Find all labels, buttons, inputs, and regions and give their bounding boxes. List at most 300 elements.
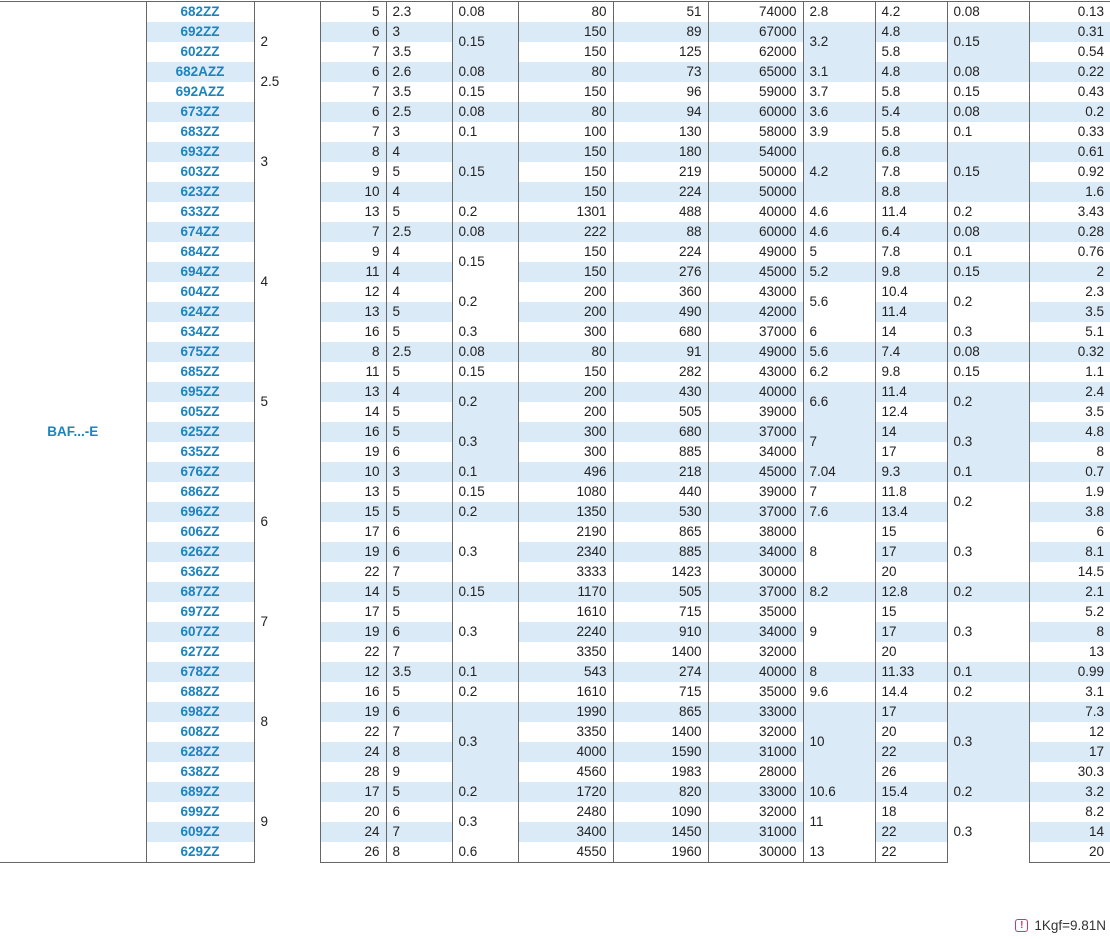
weight-cell: 6: [1029, 522, 1110, 542]
speed-limit-cell: 39000: [708, 482, 803, 502]
fillet-cell: 0.15: [947, 362, 1029, 382]
shoulder-da-cell: 4.6: [803, 202, 875, 222]
table-row: [0, 642, 1110, 662]
fillet-cell: 0.08: [947, 62, 1029, 82]
static-load-cell: 224: [613, 182, 708, 202]
dynamic-load-cell: 300: [518, 422, 613, 442]
outer-diameter-cell: 9: [320, 242, 386, 262]
model-cell: 698ZZ: [146, 702, 254, 722]
outer-diameter-cell: 11: [320, 262, 386, 282]
outer-diameter-cell: 8: [320, 342, 386, 362]
model-cell: 608ZZ: [146, 722, 254, 742]
weight-cell: 3.8: [1029, 502, 1110, 522]
width-cell: 8: [386, 742, 452, 762]
outer-diameter-cell: 16: [320, 682, 386, 702]
width-cell: 3.5: [386, 42, 452, 62]
model-cell: 699ZZ: [146, 802, 254, 822]
shoulder-Da-cell: 10.4: [875, 282, 947, 302]
shoulder-da-cell: 10.6: [803, 782, 875, 802]
width-cell: 3.5: [386, 82, 452, 102]
static-load-cell: 1400: [613, 642, 708, 662]
speed-limit-cell: 34000: [708, 542, 803, 562]
shoulder-da-cell: 7.04: [803, 462, 875, 482]
shoulder-da-cell: 11: [803, 802, 875, 842]
speed-limit-cell: 37000: [708, 322, 803, 342]
chamfer-cell: 0.2: [452, 782, 518, 802]
model-cell: 693ZZ: [146, 142, 254, 162]
fillet-cell: 0.2: [947, 282, 1029, 322]
table-row: [0, 62, 1110, 82]
dynamic-load-cell: 80: [518, 342, 613, 362]
table-row: [0, 562, 1110, 582]
bore-diameter-cell: 8: [254, 662, 320, 782]
shoulder-da-cell: 5.6: [803, 282, 875, 322]
model-cell: 682ZZ: [146, 2, 254, 22]
width-cell: 6: [386, 622, 452, 642]
model-cell: 694ZZ: [146, 262, 254, 282]
model-cell: 695ZZ: [146, 382, 254, 402]
shoulder-da-cell: 3.9: [803, 122, 875, 142]
table-row: [0, 522, 1110, 542]
dynamic-load-cell: 150: [518, 162, 613, 182]
bore-diameter-cell: 9: [254, 782, 320, 863]
shoulder-Da-cell: 5.4: [875, 102, 947, 122]
fillet-cell: 0.2: [947, 782, 1029, 802]
weight-cell: 14: [1029, 822, 1110, 842]
width-cell: 2.5: [386, 222, 452, 242]
outer-diameter-cell: 19: [320, 542, 386, 562]
bore-diameter-cell: 3: [254, 102, 320, 222]
dynamic-load-cell: 1080: [518, 482, 613, 502]
shoulder-da-cell: 8: [803, 522, 875, 582]
chamfer-cell: 0.15: [452, 22, 518, 62]
unit-footnote: [1015, 918, 1106, 933]
model-cell: 624ZZ: [146, 302, 254, 322]
outer-diameter-cell: 7: [320, 122, 386, 142]
model-cell: 634ZZ: [146, 322, 254, 342]
dynamic-load-cell: 80: [518, 62, 613, 82]
shoulder-Da-cell: 7.8: [875, 242, 947, 262]
table-row: [0, 802, 1110, 822]
model-cell: 675ZZ: [146, 342, 254, 362]
fillet-cell: 0.1: [947, 242, 1029, 262]
static-load-cell: 51: [613, 2, 708, 22]
table-row: [0, 22, 1110, 42]
chamfer-cell: 0.08: [452, 62, 518, 82]
speed-limit-cell: 37000: [708, 582, 803, 602]
static-load-cell: 490: [613, 302, 708, 322]
shoulder-da-cell: 6: [803, 322, 875, 342]
speed-limit-cell: 50000: [708, 182, 803, 202]
outer-diameter-cell: 24: [320, 822, 386, 842]
dynamic-load-cell: 4550: [518, 842, 613, 863]
dynamic-load-cell: 543: [518, 662, 613, 682]
shoulder-Da-cell: 17: [875, 542, 947, 562]
shoulder-Da-cell: 4.2: [875, 2, 947, 22]
static-load-cell: 94: [613, 102, 708, 122]
chamfer-cell: 0.08: [452, 222, 518, 242]
speed-limit-cell: 40000: [708, 202, 803, 222]
static-load-cell: 130: [613, 122, 708, 142]
chamfer-cell: 0.1: [452, 662, 518, 682]
static-load-cell: 125: [613, 42, 708, 62]
speed-limit-cell: 59000: [708, 82, 803, 102]
shoulder-Da-cell: 4.8: [875, 22, 947, 42]
weight-cell: 0.33: [1029, 122, 1110, 142]
speed-limit-cell: 62000: [708, 42, 803, 62]
table-row: [0, 762, 1110, 782]
dynamic-load-cell: 200: [518, 302, 613, 322]
weight-cell: 1.1: [1029, 362, 1110, 382]
static-load-cell: 219: [613, 162, 708, 182]
weight-cell: 0.43: [1029, 82, 1110, 102]
speed-limit-cell: 30000: [708, 562, 803, 582]
speed-limit-cell: 49000: [708, 242, 803, 262]
chamfer-cell: 0.3: [452, 702, 518, 782]
static-load-cell: 1423: [613, 562, 708, 582]
outer-diameter-cell: 26: [320, 842, 386, 863]
outer-diameter-cell: 22: [320, 562, 386, 582]
static-load-cell: 530: [613, 502, 708, 522]
outer-diameter-cell: 11: [320, 362, 386, 382]
table-row: [0, 122, 1110, 142]
shoulder-Da-cell: 11.33: [875, 662, 947, 682]
static-load-cell: 505: [613, 582, 708, 602]
model-cell: 638ZZ: [146, 762, 254, 782]
info-icon: !: [1015, 919, 1028, 932]
outer-diameter-cell: 28: [320, 762, 386, 782]
outer-diameter-cell: 15: [320, 502, 386, 522]
model-cell: 676ZZ: [146, 462, 254, 482]
dynamic-load-cell: 80: [518, 102, 613, 122]
dynamic-load-cell: 1720: [518, 782, 613, 802]
weight-cell: 1.6: [1029, 182, 1110, 202]
static-load-cell: 282: [613, 362, 708, 382]
model-cell: 633ZZ: [146, 202, 254, 222]
weight-cell: 17: [1029, 742, 1110, 762]
model-cell: 692AZZ: [146, 82, 254, 102]
shoulder-Da-cell: 17: [875, 622, 947, 642]
model-cell: 678ZZ: [146, 662, 254, 682]
table-row: [0, 782, 1110, 802]
table-row: [0, 222, 1110, 242]
speed-limit-cell: 58000: [708, 122, 803, 142]
fillet-cell: 0.3: [947, 522, 1029, 582]
weight-cell: 8.2: [1029, 802, 1110, 822]
static-load-cell: 505: [613, 402, 708, 422]
width-cell: 3: [386, 22, 452, 42]
shoulder-da-cell: 9: [803, 602, 875, 662]
shoulder-Da-cell: 18: [875, 802, 947, 822]
shoulder-da-cell: 7.6: [803, 502, 875, 522]
speed-limit-cell: 33000: [708, 782, 803, 802]
static-load-cell: 276: [613, 262, 708, 282]
model-cell: 609ZZ: [146, 822, 254, 842]
speed-limit-cell: 37000: [708, 422, 803, 442]
chamfer-cell: 0.15: [452, 362, 518, 382]
static-load-cell: 91: [613, 342, 708, 362]
shoulder-Da-cell: 6.4: [875, 222, 947, 242]
weight-cell: 5.1: [1029, 322, 1110, 342]
static-load-cell: 820: [613, 782, 708, 802]
dynamic-load-cell: 150: [518, 262, 613, 282]
shoulder-Da-cell: 7.8: [875, 162, 947, 182]
outer-diameter-cell: 6: [320, 62, 386, 82]
fillet-cell: 0.2: [947, 682, 1029, 702]
model-cell: 625ZZ: [146, 422, 254, 442]
model-cell: 603ZZ: [146, 162, 254, 182]
speed-limit-cell: 31000: [708, 742, 803, 762]
chamfer-cell: 0.3: [452, 422, 518, 462]
static-load-cell: 1960: [613, 842, 708, 863]
speed-limit-cell: 28000: [708, 762, 803, 782]
weight-cell: 14.5: [1029, 562, 1110, 582]
width-cell: 4: [386, 182, 452, 202]
chamfer-cell: 0.15: [452, 482, 518, 502]
shoulder-da-cell: 6.6: [803, 382, 875, 422]
static-load-cell: 440: [613, 482, 708, 502]
weight-cell: 0.54: [1029, 42, 1110, 62]
outer-diameter-cell: 24: [320, 742, 386, 762]
shoulder-Da-cell: 5.8: [875, 122, 947, 142]
table-row: [0, 282, 1110, 302]
outer-diameter-cell: 9: [320, 162, 386, 182]
fillet-cell: 0.15: [947, 262, 1029, 282]
shoulder-Da-cell: 13.4: [875, 502, 947, 522]
outer-diameter-cell: 14: [320, 582, 386, 602]
speed-limit-cell: 35000: [708, 682, 803, 702]
width-cell: 5: [386, 602, 452, 622]
table-row: [0, 742, 1110, 762]
width-cell: 4: [386, 382, 452, 402]
weight-cell: 7.3: [1029, 702, 1110, 722]
shoulder-da-cell: 10: [803, 702, 875, 782]
static-load-cell: 1090: [613, 802, 708, 822]
shoulder-da-cell: 5: [803, 242, 875, 262]
table-row: [0, 242, 1110, 262]
speed-limit-cell: 30000: [708, 842, 803, 863]
static-load-cell: 885: [613, 442, 708, 462]
model-cell: 606ZZ: [146, 522, 254, 542]
speed-limit-cell: 60000: [708, 102, 803, 122]
width-cell: 8: [386, 842, 452, 863]
static-load-cell: 218: [613, 462, 708, 482]
table-row: [0, 542, 1110, 562]
chamfer-cell: 0.08: [452, 342, 518, 362]
speed-limit-cell: 43000: [708, 282, 803, 302]
fillet-cell: 0.3: [947, 322, 1029, 342]
speed-limit-cell: 32000: [708, 802, 803, 822]
outer-diameter-cell: 22: [320, 722, 386, 742]
dynamic-load-cell: 150: [518, 142, 613, 162]
fillet-cell: 0.2: [947, 482, 1029, 522]
table-row: [0, 662, 1110, 682]
model-cell: 626ZZ: [146, 542, 254, 562]
width-cell: 7: [386, 722, 452, 742]
shoulder-da-cell: 9.6: [803, 682, 875, 702]
outer-diameter-cell: 17: [320, 522, 386, 542]
dynamic-load-cell: 150: [518, 362, 613, 382]
dynamic-load-cell: 4000: [518, 742, 613, 762]
width-cell: 5: [386, 362, 452, 382]
width-cell: 3: [386, 462, 452, 482]
chamfer-cell: 0.1: [452, 462, 518, 482]
model-cell: 684ZZ: [146, 242, 254, 262]
weight-cell: 2.4: [1029, 382, 1110, 402]
shoulder-Da-cell: 7.4: [875, 342, 947, 362]
speed-limit-cell: 40000: [708, 662, 803, 682]
speed-limit-cell: 60000: [708, 222, 803, 242]
shoulder-Da-cell: 26: [875, 762, 947, 782]
table-row: [0, 482, 1110, 502]
weight-cell: 2: [1029, 262, 1110, 282]
bore-diameter-cell: 6: [254, 462, 320, 582]
speed-limit-cell: 32000: [708, 642, 803, 662]
outer-diameter-cell: 22: [320, 642, 386, 662]
model-cell: 627ZZ: [146, 642, 254, 662]
shoulder-da-cell: 8.2: [803, 582, 875, 602]
chamfer-cell: 0.15: [452, 582, 518, 602]
weight-cell: 0.13: [1029, 2, 1110, 22]
speed-limit-cell: 42000: [708, 302, 803, 322]
outer-diameter-cell: 14: [320, 402, 386, 422]
speed-limit-cell: 54000: [708, 142, 803, 162]
weight-cell: 0.2: [1029, 102, 1110, 122]
dynamic-load-cell: 222: [518, 222, 613, 242]
width-cell: 5: [386, 162, 452, 182]
speed-limit-cell: 49000: [708, 342, 803, 362]
static-load-cell: 885: [613, 542, 708, 562]
dynamic-load-cell: 150: [518, 42, 613, 62]
model-cell: 604ZZ: [146, 282, 254, 302]
model-cell: 686ZZ: [146, 482, 254, 502]
table-row: [0, 262, 1110, 282]
speed-limit-cell: 67000: [708, 22, 803, 42]
speed-limit-cell: 32000: [708, 722, 803, 742]
width-cell: 5: [386, 322, 452, 342]
chamfer-cell: 0.15: [452, 142, 518, 202]
weight-cell: 0.32: [1029, 342, 1110, 362]
outer-diameter-cell: 13: [320, 302, 386, 322]
outer-diameter-cell: 19: [320, 442, 386, 462]
shoulder-da-cell: 4.2: [803, 142, 875, 202]
table-row: [0, 402, 1110, 422]
weight-cell: 3.5: [1029, 302, 1110, 322]
width-cell: 5: [386, 502, 452, 522]
dynamic-load-cell: 1610: [518, 682, 613, 702]
dynamic-load-cell: 80: [518, 2, 613, 22]
shoulder-Da-cell: 20: [875, 722, 947, 742]
weight-cell: 0.7: [1029, 462, 1110, 482]
speed-limit-cell: 34000: [708, 442, 803, 462]
outer-diameter-cell: 13: [320, 482, 386, 502]
shoulder-da-cell: 6.2: [803, 362, 875, 382]
bore-diameter-cell: 5: [254, 342, 320, 462]
speed-limit-cell: 40000: [708, 382, 803, 402]
dynamic-load-cell: 200: [518, 402, 613, 422]
bore-diameter-cell: 4: [254, 222, 320, 342]
dynamic-load-cell: 1301: [518, 202, 613, 222]
speed-limit-cell: 35000: [708, 602, 803, 622]
shoulder-da-cell: 5.6: [803, 342, 875, 362]
weight-cell: 0.31: [1029, 22, 1110, 42]
model-cell: 602ZZ: [146, 42, 254, 62]
speed-limit-cell: 34000: [708, 622, 803, 642]
width-cell: 5: [386, 422, 452, 442]
model-cell: 607ZZ: [146, 622, 254, 642]
width-cell: 5: [386, 402, 452, 422]
shoulder-Da-cell: 22: [875, 842, 947, 863]
width-cell: 9: [386, 762, 452, 782]
shoulder-Da-cell: 15: [875, 602, 947, 622]
shoulder-Da-cell: 11.8: [875, 482, 947, 502]
outer-diameter-cell: 7: [320, 82, 386, 102]
table-row: [0, 502, 1110, 522]
model-cell: 623ZZ: [146, 182, 254, 202]
width-cell: 6: [386, 702, 452, 722]
weight-cell: 1.9: [1029, 482, 1110, 502]
static-load-cell: 224: [613, 242, 708, 262]
chamfer-cell: 0.3: [452, 522, 518, 582]
weight-cell: 2.1: [1029, 582, 1110, 602]
shoulder-Da-cell: 14: [875, 322, 947, 342]
bore-diameter-cell: 7: [254, 582, 320, 662]
shoulder-Da-cell: 20: [875, 562, 947, 582]
dynamic-load-cell: 200: [518, 282, 613, 302]
weight-cell: 0.28: [1029, 222, 1110, 242]
width-cell: 2.3: [386, 2, 452, 22]
bore-diameter-cell: 2: [254, 22, 320, 62]
fillet-cell: 0.08: [947, 2, 1029, 22]
weight-cell: 5.2: [1029, 602, 1110, 622]
table-row: [0, 302, 1110, 322]
speed-limit-cell: 31000: [708, 822, 803, 842]
dynamic-load-cell: 150: [518, 82, 613, 102]
fillet-cell: 0.08: [947, 342, 1029, 362]
weight-cell: 8: [1029, 442, 1110, 462]
model-cell: 628ZZ: [146, 742, 254, 762]
weight-cell: 13: [1029, 642, 1110, 662]
speed-limit-cell: 37000: [708, 502, 803, 522]
fillet-cell: 0.1: [947, 122, 1029, 142]
fillet-cell: 0.2: [947, 202, 1029, 222]
shoulder-Da-cell: 22: [875, 822, 947, 842]
shoulder-da-cell: 13: [803, 842, 875, 863]
table-row: [0, 382, 1110, 402]
width-cell: 2.5: [386, 342, 452, 362]
shoulder-Da-cell: 17: [875, 702, 947, 722]
weight-cell: 8: [1029, 622, 1110, 642]
model-cell: 692ZZ: [146, 22, 254, 42]
model-cell: 689ZZ: [146, 782, 254, 802]
shoulder-da-cell: 4.6: [803, 222, 875, 242]
weight-cell: 12: [1029, 722, 1110, 742]
table-row: [0, 202, 1110, 222]
speed-limit-cell: 74000: [708, 2, 803, 22]
speed-limit-cell: 65000: [708, 62, 803, 82]
shoulder-Da-cell: 15.4: [875, 782, 947, 802]
shoulder-Da-cell: 11.4: [875, 302, 947, 322]
outer-diameter-cell: 12: [320, 282, 386, 302]
shoulder-Da-cell: 22: [875, 742, 947, 762]
model-cell: 629ZZ: [146, 842, 254, 863]
model-cell: 688ZZ: [146, 682, 254, 702]
static-load-cell: 680: [613, 322, 708, 342]
shoulder-da-cell: 3.6: [803, 102, 875, 122]
shoulder-Da-cell: 12.8: [875, 582, 947, 602]
static-load-cell: 360: [613, 282, 708, 302]
dynamic-load-cell: 496: [518, 462, 613, 482]
